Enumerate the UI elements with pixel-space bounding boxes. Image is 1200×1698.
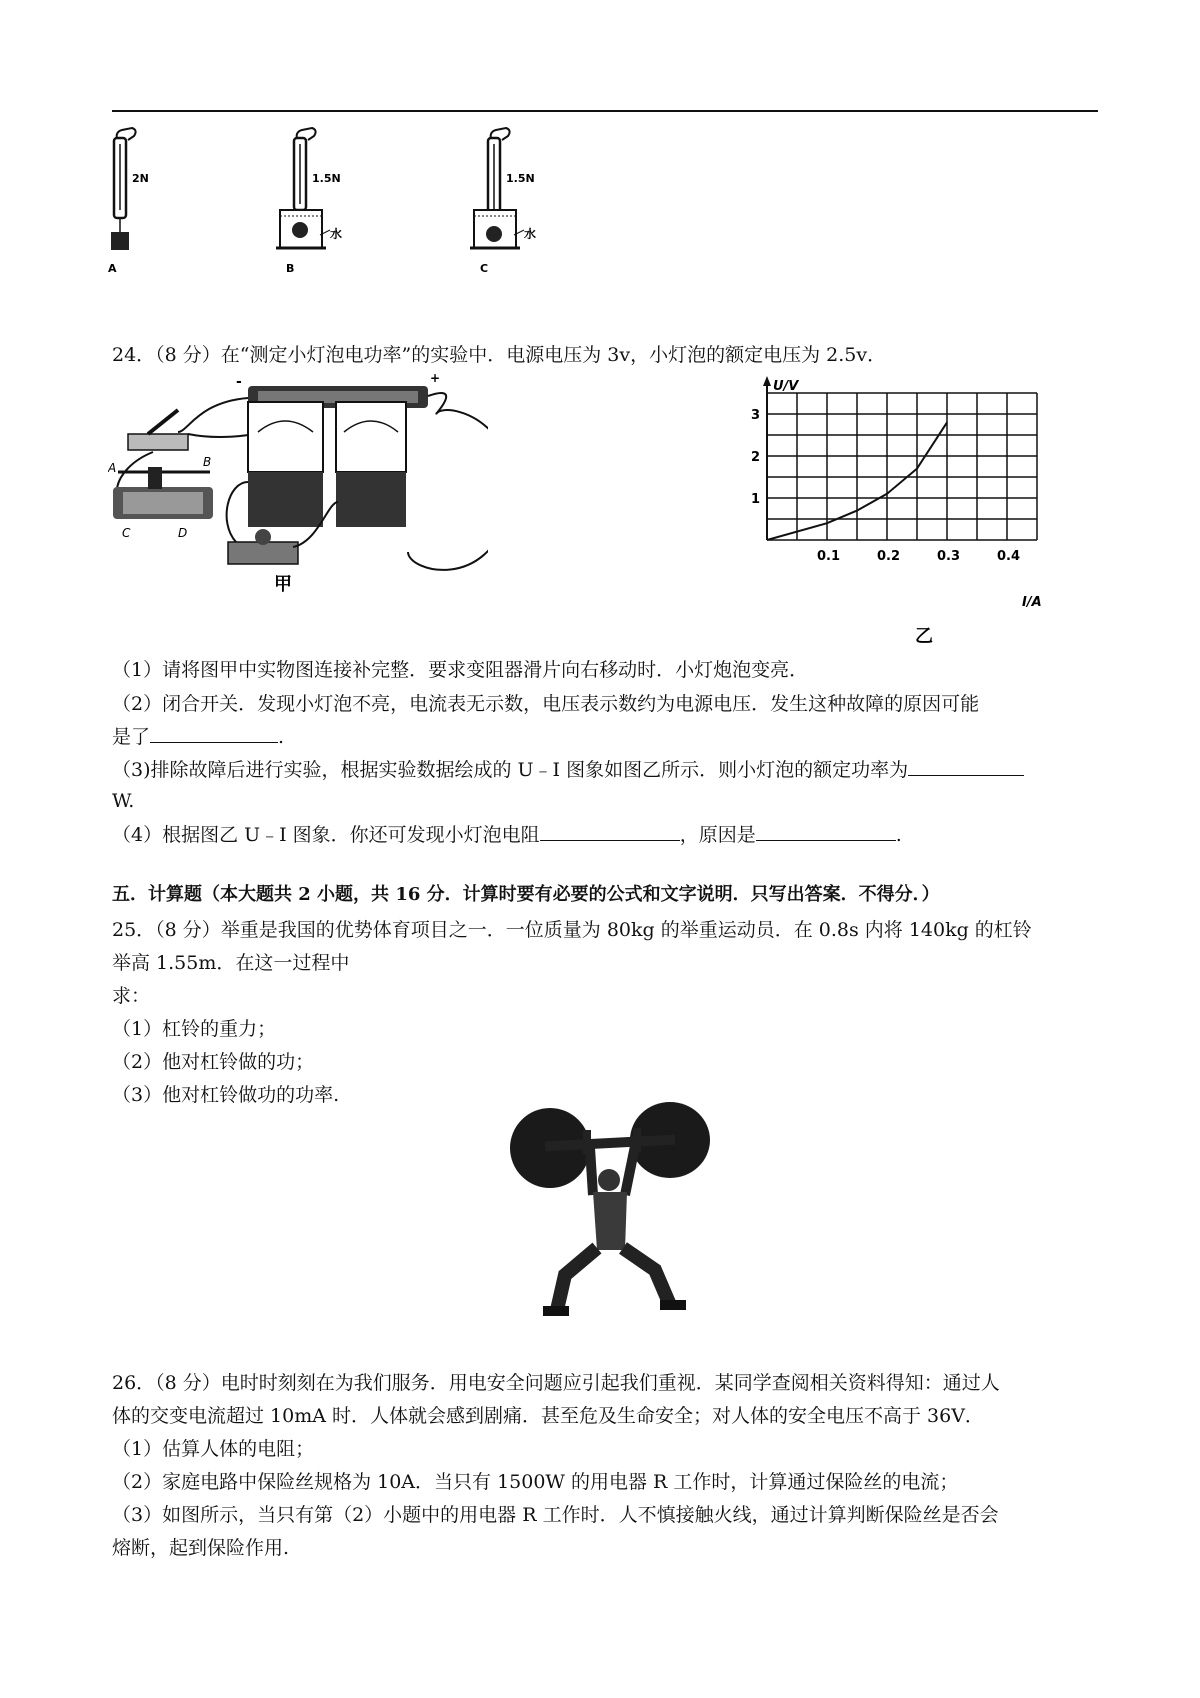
header-rule	[112, 110, 1098, 112]
q26-s2: （2）家庭电路中保险丝规格为 10A．当只有 1500W 的用电器 R 工作时，计算通过保险丝的电流；	[112, 1471, 959, 1493]
q24-s2b-end: .	[278, 726, 285, 748]
figure-c-force: 1.5N	[506, 172, 535, 185]
x-tick-label: 0.2	[877, 549, 901, 564]
q25-s3: （3）他对杠铃做功的功率.	[112, 1084, 340, 1106]
spring-scale-figures	[100, 120, 620, 305]
q26-s3b: 熔断，起到保险作用.	[112, 1537, 290, 1559]
q24-s4-line	[112, 822, 902, 847]
q24-s3-answer-blank[interactable]	[908, 757, 1024, 776]
q26-line2: 体的交变电流超过 10mA 时．人体就会感到剧痛．甚至危及生命安全；对人体的安全电压不高于 36V．	[112, 1405, 984, 1427]
q24-s4-reason-blank[interactable]	[756, 822, 896, 841]
figure-a-force: 2N	[132, 172, 149, 185]
q24-s3-line	[112, 757, 1024, 782]
q24-s1: （1）请将图甲中实物图连接补完整．要求变阻器滑片向右移动时．小灯炮泡变亮．	[112, 659, 809, 681]
rheostat-c-label: C	[122, 526, 131, 540]
figure-yi-label: 乙	[915, 626, 933, 647]
q25-line2: 举高 1.55m．在这一过程中	[112, 952, 350, 974]
chart-xlabel: I/A	[1022, 595, 1042, 610]
figure-a	[108, 128, 149, 275]
q24-s3a: （3)排除故障后进行实验，根据实验数据绘成的 U﹣I 图象如图乙所示．则小灯泡的额定功率为	[112, 759, 909, 781]
y-tick-label: 2	[751, 450, 761, 465]
q26-s3a: （3）如图所示，当只有第（2）小题中的用电器 R 工作时．人不慎接触火线，通过计算判断保险丝是否会	[112, 1504, 999, 1526]
x-tick-label: 0.3	[937, 549, 961, 564]
rheostat-d-label: D	[178, 526, 188, 540]
weightlifter-figure	[505, 1100, 715, 1325]
q24-stem: 24．（8 分）在“测定小灯泡电功率”的实验中．电源电压为 3v，小灯泡的额定电压为 2.5v．	[112, 344, 887, 366]
figure-a-letter: A	[108, 262, 117, 275]
x-tick-label: 0.1	[817, 549, 841, 564]
y-tick-label: 3	[751, 408, 761, 423]
q24-s2a: （2）闭合开关．发现小灯泡不亮，电流表无示数，电压表示数约为电源电压．发生这种故障的原因可能	[112, 693, 980, 715]
q25-s2: （2）他对杠铃做的功；	[112, 1051, 315, 1073]
q25-line3: 求：	[112, 985, 151, 1007]
y-tick-label: 1	[751, 492, 761, 507]
figure-c-letter: C	[480, 262, 489, 275]
q24-s4b: ，原因是	[679, 824, 756, 846]
section5-heading: 五．计算题（本大题共 2 小题，共 16 分．计算时要有必要的公式和文字说明．只写出答案．不得分．）	[112, 884, 940, 905]
q24-s3b: W.	[112, 790, 135, 812]
figure-b-water: 水	[330, 227, 343, 241]
q26-s1: （1）估算人体的电阻；	[112, 1438, 315, 1460]
q25-s1: （1）杠铃的重力；	[112, 1018, 277, 1040]
figure-jia-label: 甲	[274, 574, 292, 595]
chart-ylabel: U/V	[773, 379, 799, 394]
figure-b	[276, 128, 342, 275]
battery-plus-label: +	[430, 372, 441, 385]
battery-minus-label: -	[236, 374, 242, 390]
q25-line1: 25．（8 分）举重是我国的优势体育项目之一．一位质量为 80kg 的举重运动员．在 0.8s 内将 140kg 的杠铃	[112, 919, 1032, 941]
q26-line1: 26．（8 分）电时时刻刻在为我们服务．用电安全问题应引起我们重视．某同学查阅相关资料得知：通过人	[112, 1372, 1000, 1394]
q24-s2-answer-blank[interactable]	[150, 724, 278, 743]
chart-axes	[763, 376, 771, 540]
q24-s4a: （4）根据图乙 U﹣I 图象．你还可发现小灯泡电阻	[112, 824, 540, 846]
chart-grid	[767, 393, 1037, 540]
figure-c	[470, 128, 536, 275]
rheostat-a-label: A	[108, 461, 117, 475]
figure-b-force: 1.5N	[312, 172, 341, 185]
ui-chart	[740, 372, 1070, 662]
y-axis-arrow	[763, 376, 771, 386]
figure-b-letter: B	[286, 262, 295, 275]
circuit-figure-jia	[108, 372, 488, 652]
q24-s2b-line	[112, 724, 284, 749]
q24-s2b: 是了	[112, 726, 151, 748]
q24-s4c: .	[895, 824, 902, 846]
q24-s4-resistance-blank[interactable]	[540, 822, 680, 841]
x-tick-label: 0.4	[997, 549, 1021, 564]
figure-c-water: 水	[524, 227, 537, 241]
rheostat-b-label: B	[203, 455, 212, 469]
